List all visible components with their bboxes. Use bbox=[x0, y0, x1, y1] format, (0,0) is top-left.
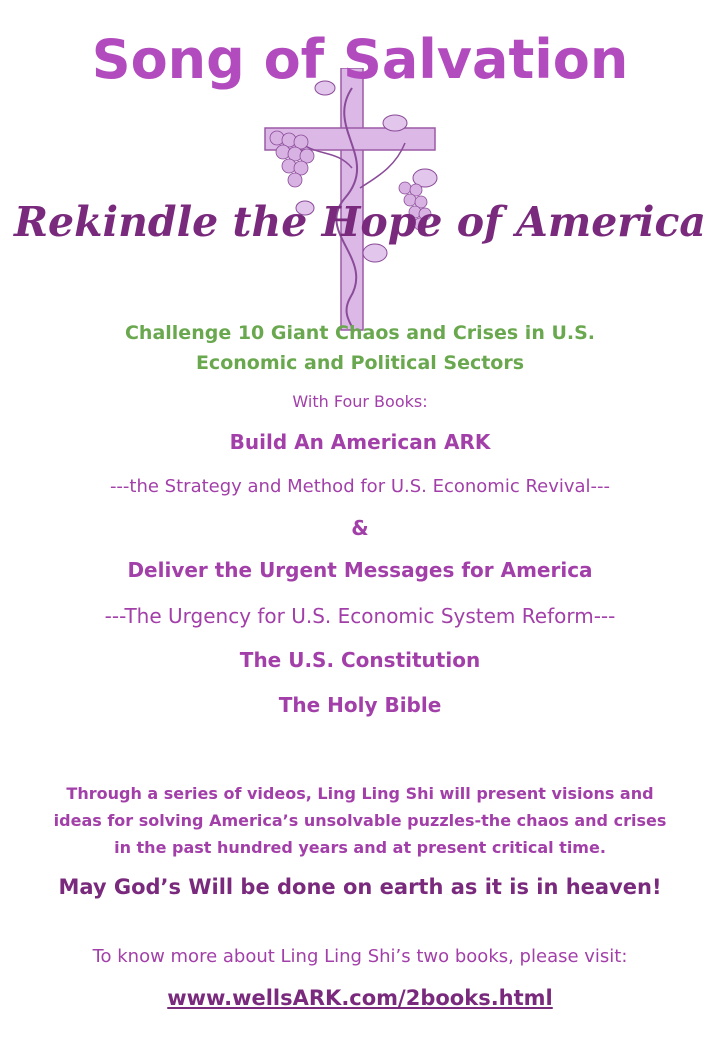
page-subtitle: Rekindle the Hope of America bbox=[13, 198, 706, 246]
description-line-1: Through a series of videos, Ling Ling Shi will present visions and bbox=[66, 784, 654, 803]
book-subtitle-ark: ---the Strategy and Method for U.S. Economic Revival--- bbox=[109, 476, 611, 497]
books-intro: With Four Books: bbox=[292, 392, 428, 411]
book-title-urgent-messages: Deliver the Urgent Messages for America bbox=[127, 558, 593, 582]
book-title-constitution: The U.S. Constitution bbox=[239, 648, 481, 672]
book-title-ark: Build An American ARK bbox=[229, 430, 491, 454]
description-line-3: in the past hundred years and at present critical time. bbox=[114, 838, 606, 857]
book-subtitle-urgent-messages: ---The Urgency for U.S. Economic System Reform--- bbox=[104, 604, 616, 628]
page-title: Song of Salvation bbox=[91, 28, 629, 91]
book-title-bible: The Holy Bible bbox=[278, 693, 442, 717]
description-line-2: ideas for solving America’s unsolvable puzzles-the chaos and crises bbox=[53, 811, 667, 830]
visit-text: To know more about Ling Ling Shi’s two books, please visit: bbox=[92, 946, 628, 967]
prayer-text: May God’s Will be done on earth as it is in heaven! bbox=[58, 875, 662, 899]
challenge-line-2: Economic and Political Sectors bbox=[195, 352, 525, 374]
website-link[interactable]: www.wellsARK.com/2books.html bbox=[167, 986, 553, 1010]
challenge-line-1: Challenge 10 Giant Chaos and Crises in U.S. bbox=[124, 322, 596, 344]
ampersand: & bbox=[351, 516, 369, 540]
challenge-heading bbox=[0, 318, 720, 378]
description-paragraph bbox=[40, 780, 680, 861]
